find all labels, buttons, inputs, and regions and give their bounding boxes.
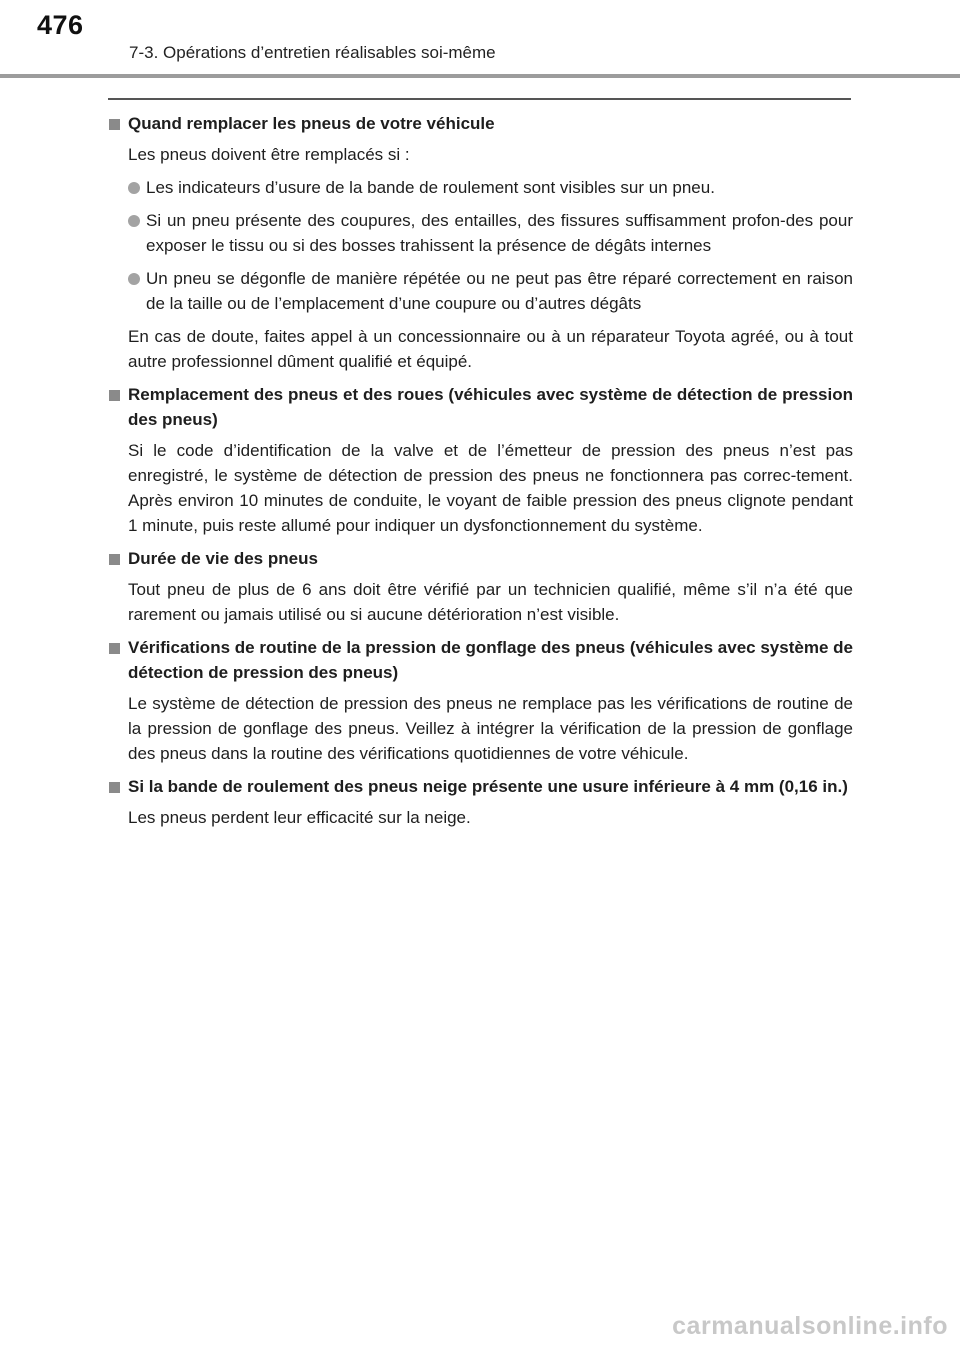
circle-bullet-icon: [128, 273, 140, 285]
section-heading-text: Vérifications de routine de la pression de gonflage des pneus (véhicules avec système de détection de pression des pneus): [128, 638, 853, 682]
header-rule: [0, 74, 960, 78]
section-heading: [107, 774, 853, 799]
paragraph: Les pneus perdent leur efficacité sur la neige.: [128, 808, 471, 827]
paragraph: Tout pneu de plus de 6 ans doit être vérifié par un technicien qualifié, même s’il n’a été que rarement ou jamais utilisé ou si aucune détérioration n’est visible.: [128, 580, 853, 624]
square-bullet-icon: [109, 554, 120, 565]
list-item: [107, 208, 853, 258]
square-bullet-icon: [109, 643, 120, 654]
section-heading-text: Si la bande de roulement des pneus neige présente une usure inférieure à 4 mm (0,16 in.): [128, 777, 848, 796]
section-heading: [107, 635, 853, 685]
paragraph: Les pneus doivent être remplacés si :: [128, 145, 410, 164]
circle-bullet-icon: [128, 182, 140, 194]
circle-bullet-icon: [128, 215, 140, 227]
watermark: carmanualsonline.info: [672, 1312, 948, 1340]
square-bullet-icon: [109, 119, 120, 130]
section-heading: [107, 546, 853, 571]
section-heading-text: Quand remplacer les pneus de votre véhicule: [128, 114, 495, 133]
section-divider: [108, 98, 851, 100]
section-heading-text: Remplacement des pneus et des roues (véhicules avec système de détection de pression des pneus): [128, 385, 853, 429]
section-heading: [107, 382, 853, 432]
list-item: [107, 266, 853, 316]
list-item: [107, 175, 853, 200]
page-number: 476: [37, 10, 84, 40]
paragraph: En cas de doute, faites appel à un concessionnaire ou à un réparateur Toyota agréé, ou à tout autre professionnel dûment qualifié et équipé.: [128, 327, 853, 371]
square-bullet-icon: [109, 390, 120, 401]
list-item-text: Si un pneu présente des coupures, des entailles, des fissures suffisamment profon-des pour exposer le tissu ou si des bosses trahissent la présence de dégâts internes: [146, 211, 853, 255]
paragraph: Si le code d’identification de la valve et de l’émetteur de pression des pneus n’est pas enregistré, le système de détection de pression des pneus ne fonctionnera pas correc-tement. Après environ 10 minutes de conduite, le voyant de faible pression des pneus clignote pendant 1 minute, puis reste allumé pour indiquer un dysfonctionnement du système.: [128, 441, 853, 535]
list-item-text: Les indicateurs d’usure de la bande de roulement sont visibles sur un pneu.: [146, 178, 715, 197]
list-item-text: Un pneu se dégonfle de manière répétée ou ne peut pas être réparé correctement en raison de la taille ou de l’emplacement d’une coupure ou d’autres dégâts: [146, 269, 853, 313]
section-heading-text: Durée de vie des pneus: [128, 549, 318, 568]
page-content: [107, 111, 853, 838]
section-heading: [107, 111, 853, 136]
chapter-title: 7-3. Opérations d’entretien réalisables soi-même: [129, 43, 496, 62]
paragraph: Le système de détection de pression des pneus ne remplace pas les vérifications de routine de la pression de gonflage des pneus. Veillez à intégrer la vérification de la pression de gonflage des pneus dans la routine des vérifications quotidiennes de votre véhicule.: [128, 694, 853, 763]
square-bullet-icon: [109, 782, 120, 793]
